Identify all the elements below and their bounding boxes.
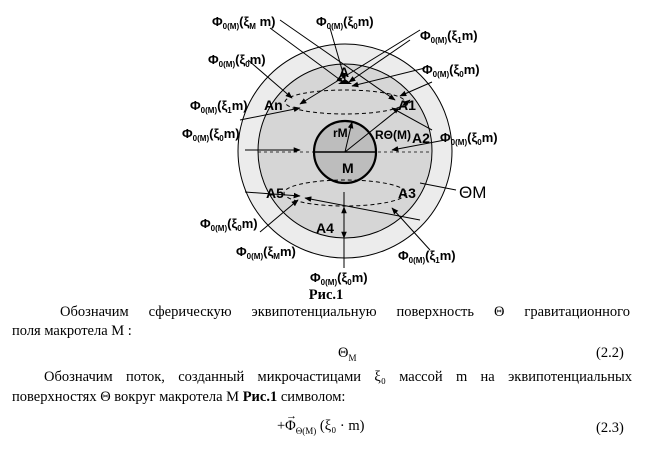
flux-label-lower-right xyxy=(398,248,456,265)
eq23-expr: +Φ xyxy=(277,418,296,434)
point-A3: A3 xyxy=(398,185,416,201)
svg-text:Φ0(M)(ξ0m): $\Phi_{0(M)}(\xi_0m)$ xyxy=(422,62,480,79)
para2-line2-c: символом: xyxy=(277,389,346,405)
flux-label-left-1 xyxy=(190,98,248,115)
svg-text:Φ0(M)(ξ0m): $\Phi_{0(M)}(\xi_0m)$ xyxy=(440,130,498,147)
svg-text:Φ0(M)(ξ0m): $\Phi_{0(M)}(\xi_0m)$ xyxy=(208,52,266,69)
point-An: An xyxy=(264,97,283,113)
svg-text:Φ0(M)(ξМm): $\Phi_{0(M)}(\xi_Мm)$ xyxy=(236,244,296,261)
flux-label-upper-right xyxy=(422,62,480,79)
flux-label-lower-left-M xyxy=(236,244,296,261)
para1-line1: Обозначим сферическую эквипотенциальную поверхность Θ гравитационного xyxy=(60,304,630,320)
eq22-number: (2.2) xyxy=(596,345,624,361)
svg-text:Φ0(M)(ξ0m): $\Phi_{0(M)}(\xi_0m)$ xyxy=(310,270,368,287)
para2-line1: Обозначим поток, созданный микрочастицами ξ₀ массой m на эквипотенциальных xyxy=(44,369,632,385)
para2-figure-ref: Рис.1 xyxy=(242,389,278,405)
flux-label-top-right xyxy=(420,28,478,45)
eq23-vector-arrow: → xyxy=(286,410,297,422)
flux-label-top xyxy=(316,14,374,31)
svg-text:Φ0(M)(ξ1m): $\Phi_{0(M)}(\xi_1m)$ xyxy=(398,248,456,265)
svg-text:Φ0(M)(ξ0m): $\Phi_{0(M)}(\xi_0m)$ xyxy=(200,216,258,233)
flux-label-bottom xyxy=(310,270,368,287)
para1-line2: поля макротела М : xyxy=(12,323,132,339)
eq22-expr: Θ xyxy=(338,345,349,361)
label-theta-M: ΘM xyxy=(459,183,487,202)
point-A: A xyxy=(339,64,350,80)
svg-text:Φ0(M)(ξ1m): $\Phi_{0(M)}(\xi_1m)$ xyxy=(420,28,478,45)
para2-line2-a: поверхностях Θ вокруг макротела М xyxy=(12,389,243,405)
flux-label-top-left xyxy=(212,14,275,31)
eq23-sub: Θ(M) xyxy=(295,425,317,436)
radius-R: RΘ(M) xyxy=(375,128,411,142)
svg-text:Φ0(M)(ξ0m): $\Phi_{0(M)}(\xi_0m)$ xyxy=(182,126,240,143)
point-A4: A4 xyxy=(316,220,334,236)
flux-label-lower-left-0 xyxy=(200,216,258,233)
svg-text:Φ0(M)(ξ0m): $\Phi_{0(M)}(\xi_0m)$ xyxy=(316,14,374,31)
eq23-args: (ξ₀ · m) xyxy=(319,418,365,434)
flux-label-right xyxy=(440,130,498,147)
point-M: M xyxy=(342,160,354,176)
eq23-number: (2.3) xyxy=(596,420,624,436)
equation-2-2 xyxy=(338,345,357,367)
point-A5: A5 xyxy=(266,185,284,201)
equation-2-3 xyxy=(277,410,365,440)
para2-line2 xyxy=(12,389,345,406)
flux-label-left-0 xyxy=(182,126,240,143)
svg-text:Φ0(M)(ξ1m): $\Phi_{0(M)}(\xi_1m)$ xyxy=(190,98,248,115)
point-A2: A2 xyxy=(412,130,430,146)
eq22-sub: М xyxy=(348,352,357,363)
flux-label-upper-left xyxy=(208,52,266,69)
point-A1: A1 xyxy=(398,97,416,113)
figure-caption: Рис.1 xyxy=(308,287,344,303)
radius-rM: rM xyxy=(333,126,348,140)
svg-text:Φ0(M)(ξМ m): $\Phi_{0(M)}(\xi_М$ m) xyxy=(212,14,276,31)
